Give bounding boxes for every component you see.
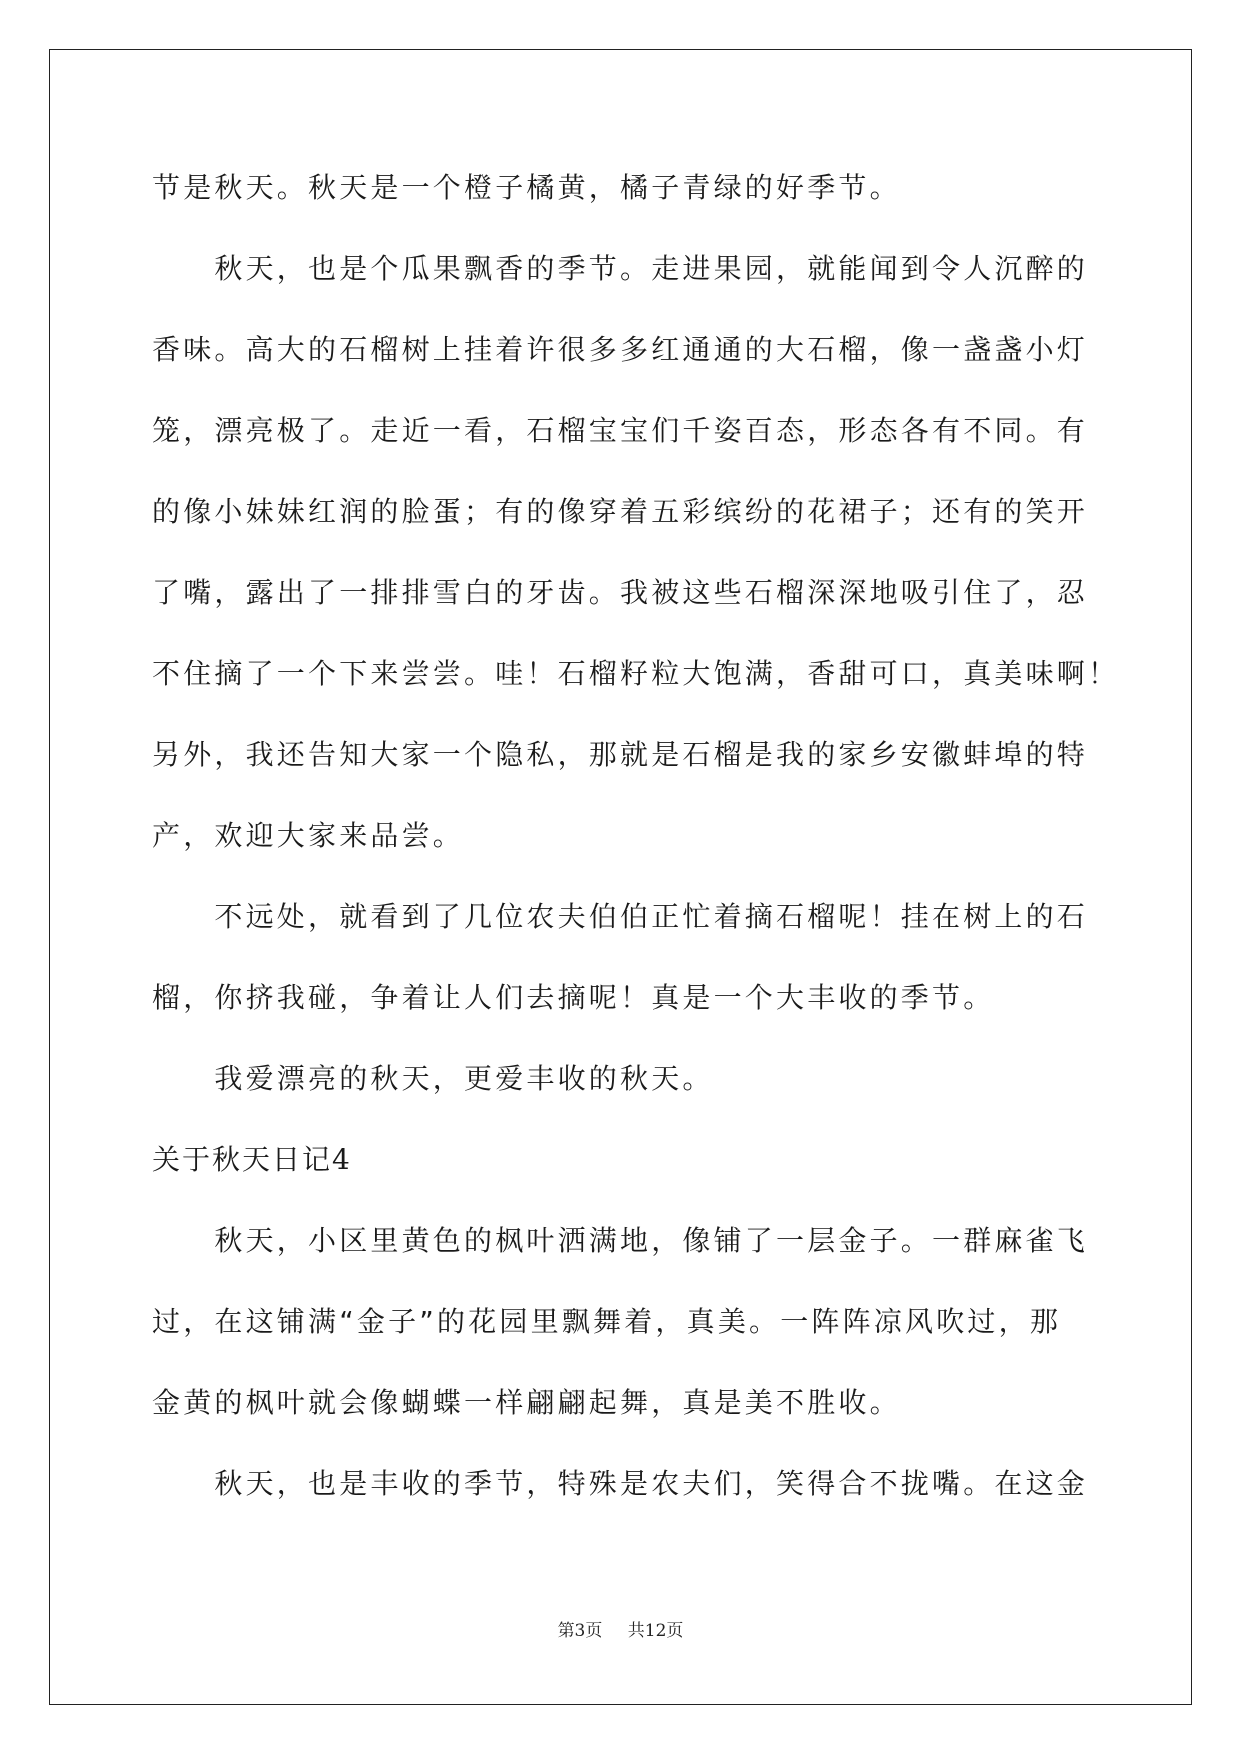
text-line: 产，欢迎大家来品尝。 [152, 819, 465, 852]
text-line: 榴，你挤我碰，争着让人们去摘呢！真是一个大丰收的季节。 [152, 981, 995, 1014]
text-line: 过，在这铺满“金子”的花园里飘舞着，真美。一阵阵凉风吹过，那 [152, 1305, 1062, 1338]
text-line: 金黄的枫叶就会像蝴蝶一样翩翩起舞，真是美不胜收。 [152, 1386, 901, 1419]
page-border [49, 49, 1192, 1705]
text-line: 香味。高大的石榴树上挂着许很多多红通通的大石榴，像一盏盏小灯 [152, 333, 1089, 366]
text-line: 秋天，也是个瓜果飘香的季节。走进果园，就能闻到令人沉醉的 [152, 252, 1089, 285]
text-line: 笼，漂亮极了。走近一看，石榴宝宝们千姿百态，形态各有不同。有 [152, 414, 1089, 447]
text-line: 节是秋天。秋天是一个橙子橘黄，橘子青绿的好季节。 [152, 171, 901, 204]
page-number: 第3页 [557, 1621, 603, 1641]
text-line: 秋天，也是丰收的季节，特殊是农夫们，笑得合不拢嘴。在这金 [152, 1467, 1089, 1500]
text-line: 了嘴，露出了一排排雪白的牙齿。我被这些石榴深深地吸引住了，忍 [152, 576, 1089, 609]
text-line: 秋天，小区里黄色的枫叶洒满地，像铺了一层金子。一群麻雀飞 [152, 1224, 1089, 1257]
section-heading: 关于秋天日记4 [152, 1143, 352, 1176]
text-line: 我爱漂亮的秋天，更爱丰收的秋天。 [152, 1062, 714, 1095]
text-line: 不远处，就看到了几位农夫伯伯正忙着摘石榴呢！挂在树上的石 [152, 900, 1089, 933]
text-line: 不住摘了一个下来尝尝。哇！石榴籽粒大饱满，香甜可口，真美味啊！ [152, 657, 1120, 690]
page-footer [0, 1619, 1241, 1643]
text-line: 的像小妹妹红润的脸蛋；有的像穿着五彩缤纷的花裙子；还有的笑开 [152, 495, 1089, 528]
text-line: 另外，我还告知大家一个隐私，那就是石榴是我的家乡安徽蚌埠的特 [152, 738, 1089, 771]
page-total: 共12页 [627, 1621, 684, 1641]
